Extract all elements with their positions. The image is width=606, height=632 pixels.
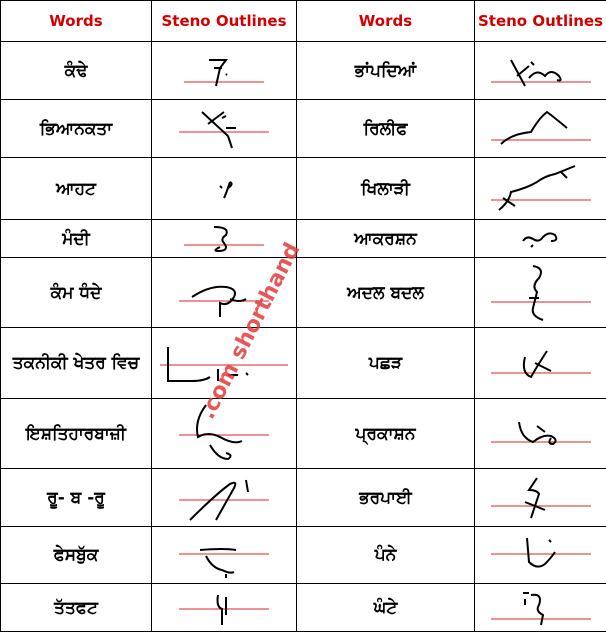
steno-outline bbox=[164, 46, 284, 96]
header-words-2: Words bbox=[297, 1, 475, 42]
outline-cell bbox=[475, 258, 606, 328]
steno-outline bbox=[481, 260, 601, 326]
outline-cell bbox=[475, 584, 606, 632]
steno-outline bbox=[481, 333, 601, 393]
header-words-1: Words bbox=[1, 1, 152, 42]
outline-cell bbox=[475, 220, 606, 258]
word-cell: ਇਸ਼ਤਿਹਾਰਬਾਜ਼ੀ bbox=[1, 399, 152, 469]
steno-outline bbox=[164, 164, 284, 214]
steno-outline bbox=[481, 221, 601, 257]
outline-cell bbox=[475, 158, 606, 220]
table-row bbox=[1, 158, 606, 220]
outline-cell bbox=[475, 100, 606, 158]
outline-cell bbox=[475, 469, 606, 527]
watermark: .com shorthand bbox=[195, 239, 305, 423]
steno-outline bbox=[481, 46, 601, 96]
word-cell: ਤੱਤਫਟ bbox=[1, 584, 152, 632]
word-cell: ਭਿਆਨਕਤਾ bbox=[1, 100, 152, 158]
word-cell: ਆਕਰਸ਼ਨ bbox=[297, 220, 475, 258]
steno-outline bbox=[481, 470, 601, 526]
outline-cell bbox=[152, 100, 297, 158]
outline-cell bbox=[152, 527, 297, 584]
word-cell: ਮੰਦੀ bbox=[1, 220, 152, 258]
table-row bbox=[1, 527, 606, 584]
word-cell: ਭਰਪਾਈ bbox=[297, 469, 475, 527]
outline-cell bbox=[152, 584, 297, 632]
word-cell: ਪੰਨੇ bbox=[297, 527, 475, 584]
outline-cell bbox=[152, 42, 297, 100]
steno-outline bbox=[164, 104, 284, 154]
table-row bbox=[1, 258, 606, 328]
word-cell: ਪਛੜ bbox=[297, 328, 475, 399]
steno-outline bbox=[164, 470, 284, 526]
word-cell: ਕੰਮ ਧੰਦੇ bbox=[1, 258, 152, 328]
table-row bbox=[1, 584, 606, 632]
steno-outline bbox=[481, 162, 601, 216]
table-row bbox=[1, 469, 606, 527]
steno-outline bbox=[164, 585, 284, 631]
outline-cell bbox=[475, 527, 606, 584]
table-row bbox=[1, 100, 606, 158]
table-row bbox=[1, 42, 606, 100]
word-cell: ਤਕਨੀਕੀ ਖੇਤਰ ਵਿਚ bbox=[1, 328, 152, 399]
word-cell: ਰਿਲੀਫ bbox=[297, 100, 475, 158]
outline-cell bbox=[152, 469, 297, 527]
header-outlines-1: Steno Outlines bbox=[152, 1, 297, 42]
word-cell: ਪ੍ਰਕਾਸ਼ਨ bbox=[297, 399, 475, 469]
outline-cell bbox=[475, 328, 606, 399]
steno-outline bbox=[481, 585, 601, 631]
word-cell: ਫੇਸਬੁੱਕ bbox=[1, 527, 152, 584]
outline-cell bbox=[475, 42, 606, 100]
word-cell: ਘੰਟੇ bbox=[297, 584, 475, 632]
steno-outline bbox=[164, 528, 284, 582]
word-cell: ਆਹਟ bbox=[1, 158, 152, 220]
outline-cell bbox=[475, 399, 606, 469]
word-cell: ਕੰਢੇ bbox=[1, 42, 152, 100]
table-row bbox=[1, 328, 606, 399]
steno-outline bbox=[164, 401, 284, 467]
word-cell: ਭਾਂਪਦਿਆਂ bbox=[297, 42, 475, 100]
word-cell: ਅਦਲ ਬਦਲ bbox=[297, 258, 475, 328]
steno-outline bbox=[481, 404, 601, 464]
header-row bbox=[1, 1, 606, 42]
steno-outline bbox=[481, 104, 601, 154]
header-outlines-2: Steno Outlines bbox=[475, 1, 606, 42]
word-cell: ਰੂ- ਬ -ਰੂ bbox=[1, 469, 152, 527]
steno-outline bbox=[164, 221, 284, 257]
outline-cell bbox=[152, 220, 297, 258]
outline-cell bbox=[152, 158, 297, 220]
steno-outline bbox=[481, 528, 601, 582]
word-cell: ਖਿਲਾੜੀ bbox=[297, 158, 475, 220]
table-row bbox=[1, 399, 606, 469]
